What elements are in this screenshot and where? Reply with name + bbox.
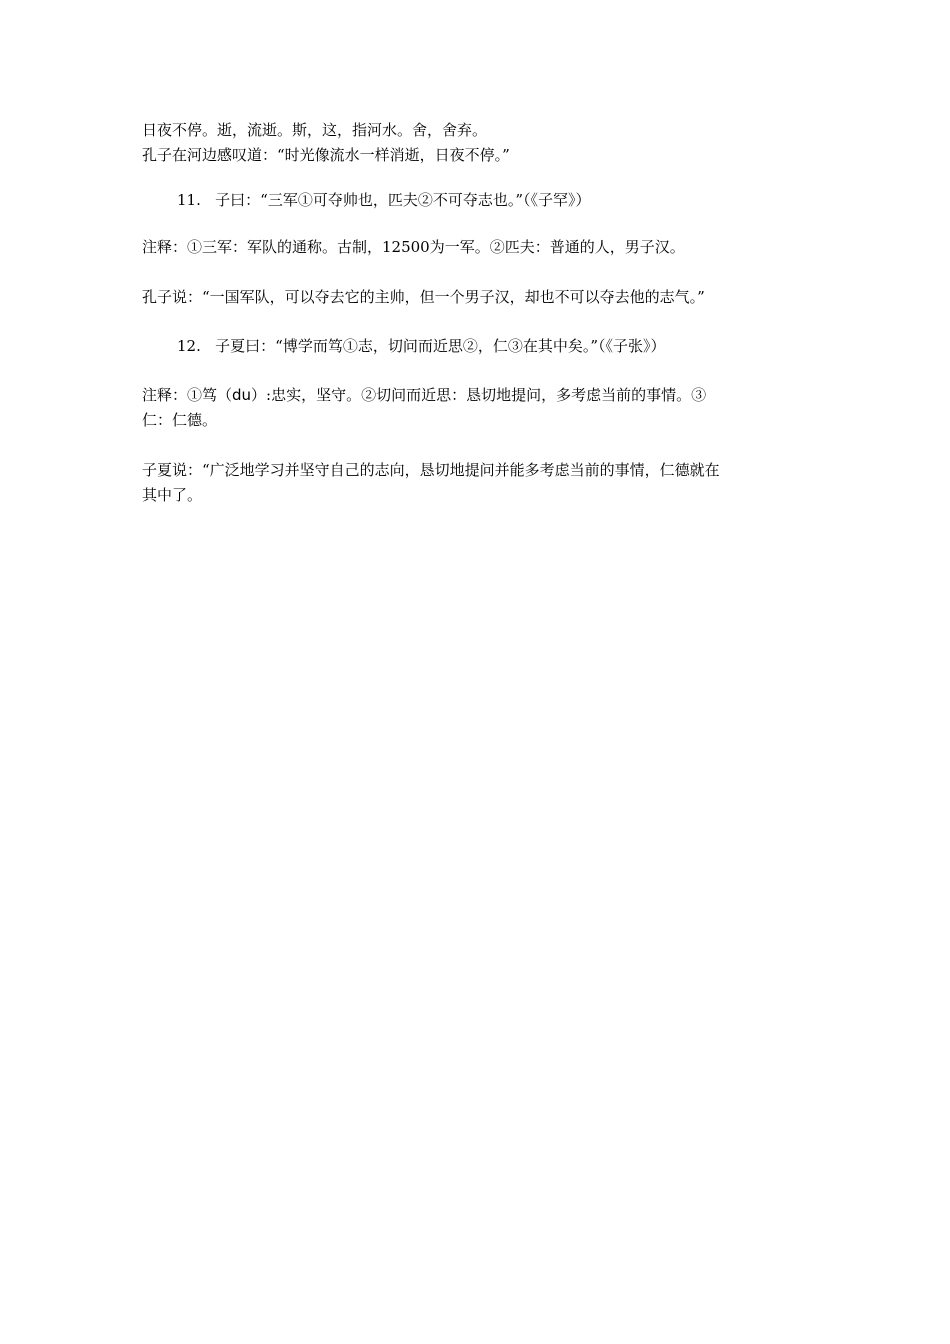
text-line-2: 孔子在河边感叹道：“时光像流水一样消逝，日夜不停。” [142, 146, 510, 164]
note-12-part-c: ）:忠实，坚守。②切问而近思：恳切地提问，多考虑当前的事情。③ [251, 386, 707, 404]
note-12-part-a: 注释：①笃（ [142, 386, 233, 404]
text-line-1: 日夜不停。逝，流逝。斯，这，指河水。舍，舍弃。 [142, 121, 488, 139]
passage-11: 11. 子曰：“三军①可夺帅也，匹夫②不可夺志也。”（《子罕》） [177, 191, 591, 209]
translation-11: 孔子说：“一国军队，可以夺去它的主帅，但一个男子汉，却也不可以夺去他的志气。” [142, 288, 705, 306]
note-12-line-1 [142, 385, 822, 406]
translation-12-line-1: 子夏说：“广泛地学习并坚守自己的志向，恳切地提问并能多考虑当前的事情，仁德就在 [142, 461, 720, 479]
translation-12-line-2: 其中了。 [142, 486, 203, 504]
note-11: 注释：①三军：军队的通称。古制，12500为一军。②匹夫：普通的人，男子汉。 [142, 238, 685, 256]
note-12-pinyin: du [232, 386, 252, 404]
note-12-line-2: 仁：仁德。 [142, 411, 218, 429]
passage-12: 12. 子夏曰：“博学而笃①志，切问而近思②，仁③在其中矣。”（《子张》） [177, 337, 666, 355]
